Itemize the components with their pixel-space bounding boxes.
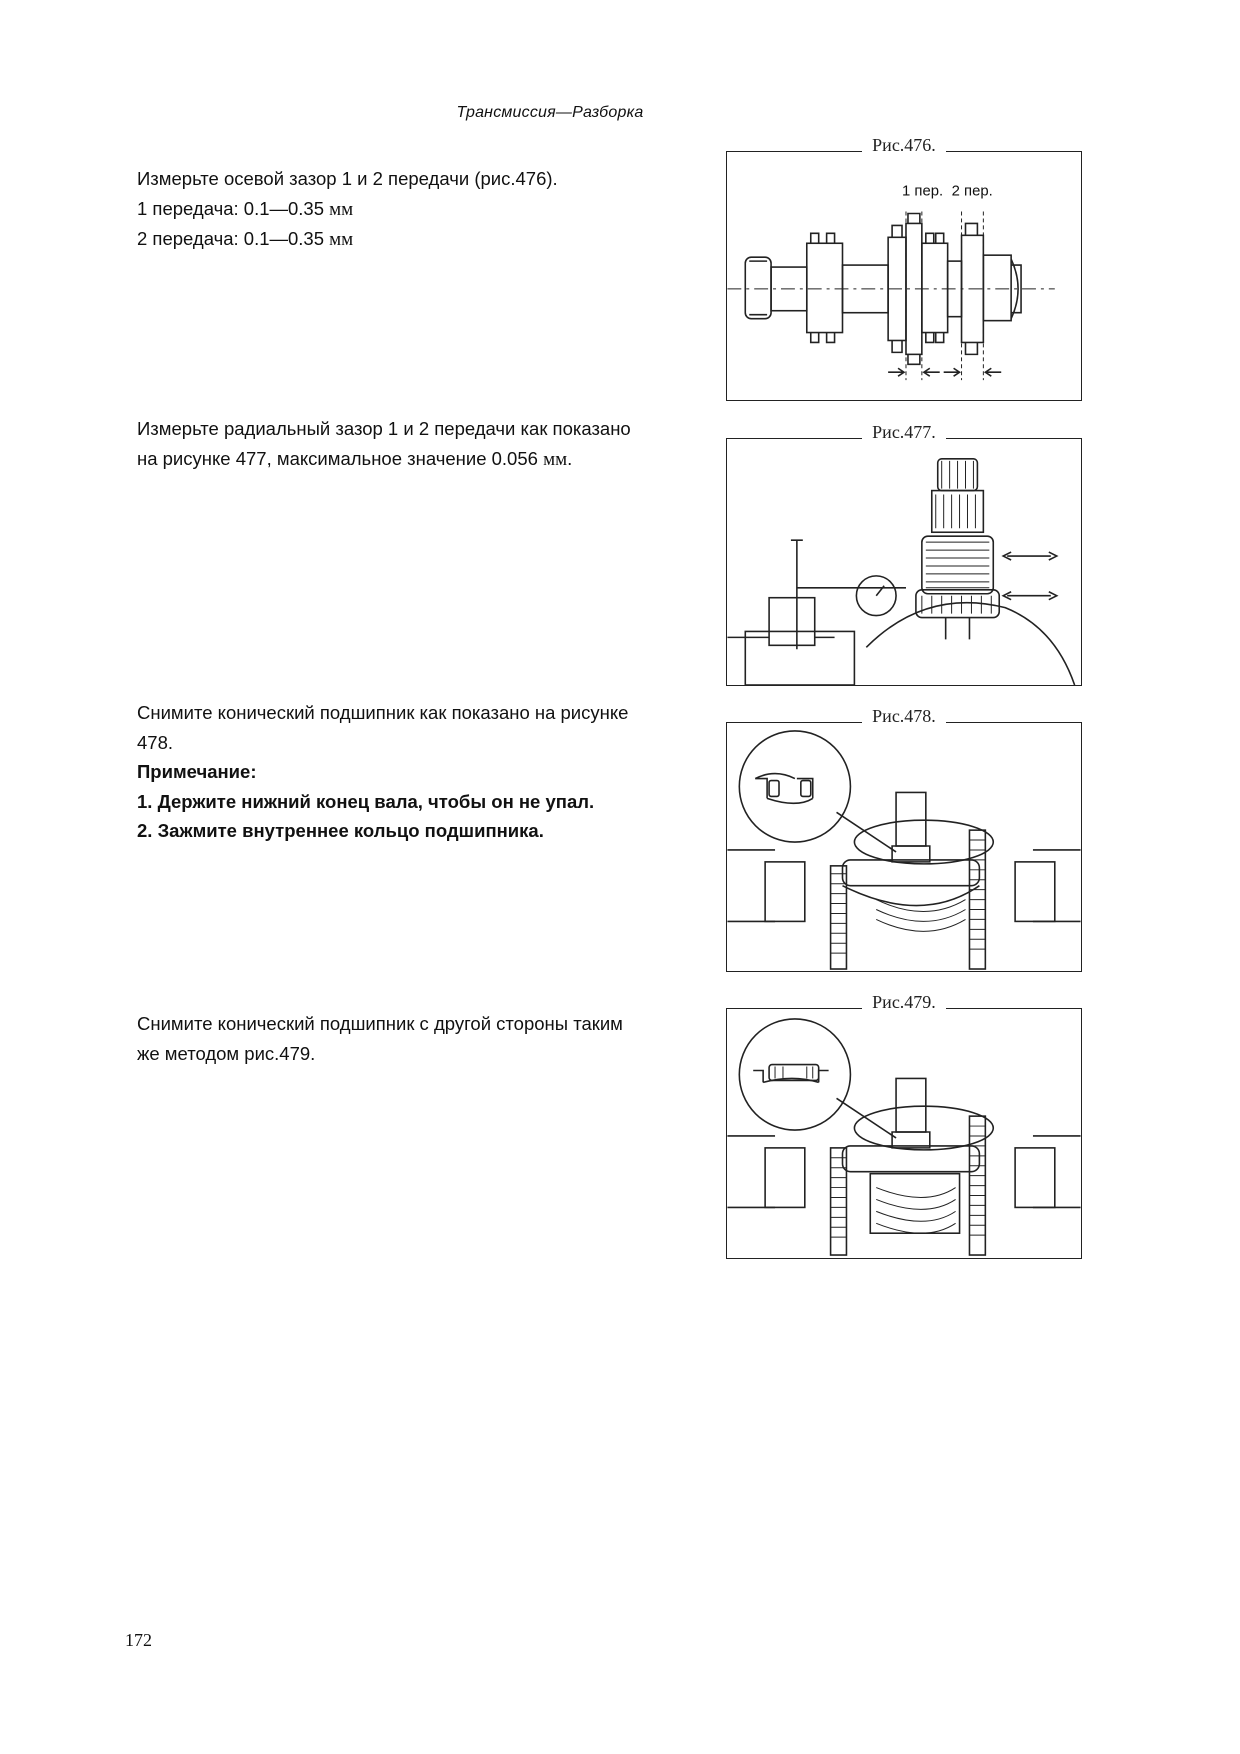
- figure-478: [726, 706, 1082, 972]
- spec-line-gear-1: 1 передача: 0.1—0.35 мм: [137, 197, 354, 220]
- note-item: 2. Зажмите внутреннее кольцо подшипника.: [137, 820, 544, 841]
- instruction-line: 478.: [137, 731, 174, 753]
- instruction-line: на рисунке 477, максимальное значение 0.056 мм.: [137, 447, 573, 470]
- header-title: Трансмиссия—Разборка: [456, 104, 644, 121]
- shaft-gears-drawing: [727, 152, 1081, 400]
- unit-label: мм: [329, 198, 354, 220]
- bearing-removal-drawing: [727, 723, 1081, 971]
- section-remove-other-bearing: [137, 1009, 697, 1068]
- gear-2-label: 2 пер.: [951, 183, 993, 200]
- note-item: 1. Держите нижний конец вала, чтобы он не упал.: [137, 790, 595, 812]
- figure-caption: Рис.478.: [727, 706, 1081, 727]
- section-axial-clearance: [137, 164, 697, 255]
- figure-477: [726, 422, 1082, 686]
- unit-label: мм: [543, 448, 568, 470]
- instruction-line: Снимите конический подшипник как показано на рисунке: [137, 702, 629, 723]
- spec-line-gear-2: 2 передача: 0.1—0.35 мм: [137, 228, 354, 250]
- figure-476: [726, 135, 1082, 401]
- figure-caption: Рис.477.: [727, 422, 1081, 443]
- radial-clearance-drawing: [727, 439, 1081, 685]
- instruction-line: же методом рис.479.: [137, 1042, 316, 1064]
- page-number: 172: [125, 1630, 152, 1650]
- gear-1-label: 1 пер.: [902, 183, 944, 200]
- instruction-line: Снимите конический подшипник с другой стороны таким: [137, 1013, 623, 1034]
- running-header: [0, 104, 1240, 122]
- bearing-removal-other-side-drawing: [727, 1009, 1081, 1258]
- figure-caption: Рис.479.: [727, 992, 1081, 1013]
- figure-479: [726, 992, 1082, 1259]
- instruction-line: Измерьте осевой зазор 1 и 2 передачи (рис.476).: [137, 168, 558, 189]
- instruction-line: Измерьте радиальный зазор 1 и 2 передачи как показано: [137, 418, 631, 439]
- section-radial-clearance: [137, 414, 697, 474]
- section-remove-bearing: [137, 698, 697, 846]
- note-title: Примечание:: [137, 761, 257, 782]
- unit-label: мм: [329, 229, 354, 250]
- figure-caption: Рис.476.: [727, 135, 1081, 156]
